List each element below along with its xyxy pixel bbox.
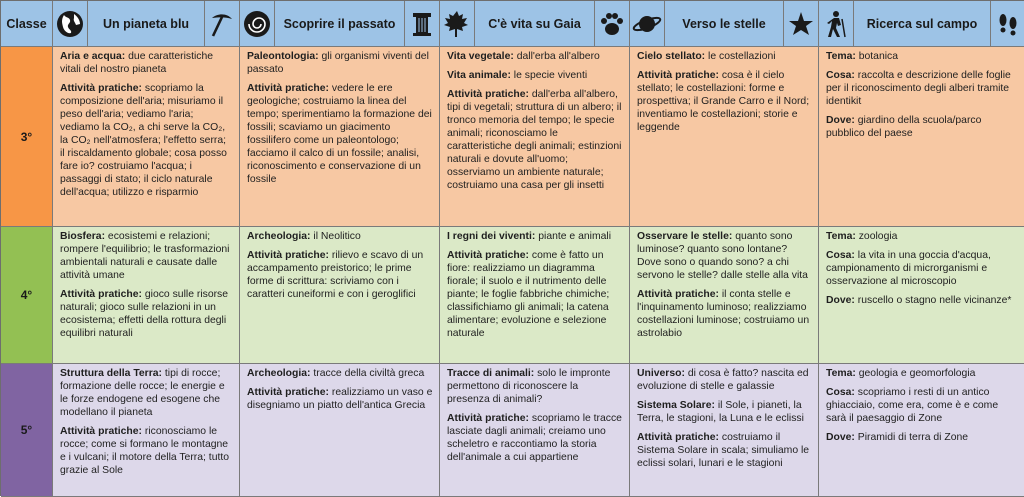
header-col-2-label: Scoprire il passato xyxy=(283,16,396,31)
leaf-icon xyxy=(440,4,474,44)
row-label-text: 3° xyxy=(20,129,33,144)
paragraph-text: il Neolitico xyxy=(310,231,361,242)
header-col-5-label: Ricerca sul campo xyxy=(866,16,978,31)
cell-r2-c3 xyxy=(630,364,819,497)
row-label-3 xyxy=(1,47,53,227)
cell-paragraph xyxy=(447,249,623,340)
cell-paragraph xyxy=(247,230,433,243)
paragraph-heading: Biosfera: xyxy=(60,231,106,242)
paragraph-heading: Attività pratiche: xyxy=(60,426,142,437)
paragraph-heading: Dove: xyxy=(826,115,855,126)
cell-paragraph xyxy=(637,230,812,282)
header-classe xyxy=(1,1,53,47)
paragraph-text: dall'erba all'albero xyxy=(513,51,600,62)
cell-r2-c1 xyxy=(240,364,440,497)
cell-r2-c2 xyxy=(440,364,630,497)
paragraph-heading: Cosa: xyxy=(826,250,855,261)
cell-paragraph xyxy=(447,367,623,406)
cell-paragraph xyxy=(826,50,1019,63)
paragraph-heading: Attività pratiche: xyxy=(447,250,529,261)
paragraph-text: quanto sono luminose? quanto sono lontane? Dove sono o quando sono? a chi servono le stelle? dalle stelle alla vita xyxy=(637,231,808,281)
paragraph-heading: Attività pratiche: xyxy=(247,83,329,94)
paragraph-text: gli organismi viventi del passato xyxy=(247,51,429,75)
paragraph-heading: Dove: xyxy=(826,432,855,443)
column-icon xyxy=(405,4,439,44)
paragraph-heading: Tema: xyxy=(826,231,856,242)
paragraph-text: gioco sulle risorse naturali; gioco sulle relazioni in un ecosistema; effetti della rottura degli equilibri naturali xyxy=(60,289,229,339)
paragraph-heading: Attività pratiche: xyxy=(60,289,142,300)
header-col-3 xyxy=(440,1,630,47)
cell-paragraph xyxy=(247,367,433,380)
header-col-4 xyxy=(630,1,819,47)
paragraph-heading: Tracce di animali: xyxy=(447,368,535,379)
paragraph-heading: Osservare le stelle: xyxy=(637,231,733,242)
header-col-2 xyxy=(240,1,440,47)
paragraph-heading: Struttura della Terra: xyxy=(60,368,163,379)
cell-paragraph xyxy=(826,249,1019,288)
paragraph-text: dall'erba all'albero, tipi di vegetali; struttura di un albero; il tronco memoria del tempo; le specie animali; riconosciamo le caratteristiche degli animali; estinzioni naturali e dovute all'uomo; osserviamo un ambiente naturale; costruiamo una casa per gli insetti xyxy=(447,89,622,191)
cell-paragraph xyxy=(60,82,233,199)
cell-paragraph xyxy=(447,50,623,63)
paw-icon xyxy=(595,4,629,44)
row-label-text: 5° xyxy=(20,423,33,437)
header-col-3-label: C'è vita su Gaia xyxy=(488,16,581,31)
star-icon xyxy=(784,4,818,44)
cell-r1-c1 xyxy=(240,227,440,364)
paragraph-text: tracce della civiltà greca xyxy=(310,368,425,379)
cell-paragraph xyxy=(826,367,1019,380)
paragraph-text: scopriamo i resti di un antico ghiacciaio, come era, come è e come sarà il paesaggio di Zone xyxy=(826,387,999,424)
row-label-text: 4° xyxy=(20,288,33,302)
globe-icon xyxy=(53,4,87,44)
cell-paragraph xyxy=(826,431,1019,444)
paragraph-heading: Attività pratiche: xyxy=(447,89,529,100)
paragraph-heading: I regni dei viventi: xyxy=(447,231,536,242)
paragraph-text: botanica xyxy=(855,51,899,62)
cell-paragraph xyxy=(447,88,623,192)
cell-r0-c0 xyxy=(53,47,240,227)
cell-paragraph xyxy=(826,114,1019,140)
paragraph-text: realizziamo un vaso e disegniamo un piatto dell'antica Grecia xyxy=(247,387,433,411)
paragraph-heading: Cosa: xyxy=(826,70,855,81)
paragraph-heading: Archeologia: xyxy=(247,231,311,242)
paragraph-heading: Vita animale: xyxy=(447,70,511,81)
paragraph-text: cosa è il cielo stellato; le costellazioni: forme e prospettiva; il Grande Carro e il Nord; inventiamo le costellazioni; storie e leggende xyxy=(637,70,810,133)
cell-paragraph xyxy=(60,367,233,419)
paragraph-heading: Cielo stellato: xyxy=(637,51,706,62)
ammonite-icon xyxy=(240,4,274,44)
header-col-5 xyxy=(819,1,1024,47)
cell-r0-c3 xyxy=(630,47,819,227)
paragraph-text: vedere le ere geologiche; costruiamo la linea del tempo; sperimentiamo la formazione dei fossili; scaviamo un giacimento fossilifero come un paleontologo; facciamo il calco di un fossile; analisi, riconoscimento e conservazione di un fossile xyxy=(247,83,432,185)
paragraph-heading: Paleontologia: xyxy=(247,51,319,62)
paragraph-text: scopriamo la composizione dell'aria; misuriamo il peso dell'aria; vediamo l'aria; vediamo la CO₂, a chi serve la CO₂, la CO₂ nell'atmosfera; l'effetto serra; il riscaldamento globale; cosa posso fare io? costruiamo l'acqua; i passaggi di stato; il ciclo naturale dell'acqua; utilizzo e risparmio xyxy=(60,83,227,198)
cell-paragraph xyxy=(826,386,1019,425)
cell-paragraph xyxy=(826,69,1019,108)
cell-paragraph xyxy=(247,249,433,301)
cell-r0-c4 xyxy=(819,47,1024,227)
cell-paragraph xyxy=(826,294,1019,307)
paragraph-text: le specie viventi xyxy=(510,70,588,81)
cell-paragraph xyxy=(60,50,233,76)
cell-paragraph xyxy=(637,367,812,393)
cell-paragraph xyxy=(637,431,812,470)
paragraph-text: piante e animali xyxy=(535,231,612,242)
pickaxe-icon xyxy=(205,4,239,44)
cell-paragraph xyxy=(447,69,623,82)
cell-paragraph xyxy=(60,230,233,282)
paragraph-heading: Sistema Solare: xyxy=(637,400,715,411)
paragraph-text: geologia e geomorfologia xyxy=(855,368,976,379)
cell-r0-c1 xyxy=(240,47,440,227)
cell-paragraph xyxy=(447,412,623,464)
cell-paragraph xyxy=(637,69,812,134)
paragraph-text: ecosistemi e relazioni; rompere l'equilibrio; le trasformazioni ambientali naturali e causate dalle attività umane xyxy=(60,231,230,281)
paragraph-text: il Sole, i pianeti, la Terra, le stagioni, la Luna e le eclissi xyxy=(637,400,804,424)
paragraph-heading: Archeologia: xyxy=(247,368,311,379)
header-col-4-label: Verso le stelle xyxy=(682,16,766,31)
footprints-icon xyxy=(991,4,1024,44)
paragraph-heading: Attività pratiche: xyxy=(637,432,719,443)
cell-paragraph xyxy=(826,230,1019,243)
cell-r1-c3 xyxy=(630,227,819,364)
cell-r1-c2 xyxy=(440,227,630,364)
paragraph-text: giardino della scuola/parco pubblico del paese xyxy=(826,115,982,139)
cell-paragraph xyxy=(60,425,233,477)
paragraph-heading: Attività pratiche: xyxy=(247,387,329,398)
paragraph-heading: Attività pratiche: xyxy=(447,413,529,424)
cell-r2-c4 xyxy=(819,364,1024,497)
paragraph-text: raccolta e descrizione delle foglie per il riconoscimento degli alberi tramite identikit xyxy=(826,70,1011,107)
paragraph-text: la vita in una goccia d'acqua, campionamento di microrganismi e osservazione al microscopio xyxy=(826,250,991,287)
paragraph-text: riconosciamo le rocce; come si formano le montagne e i vulcani; il motore della Terra; tutto grazie al Sole xyxy=(60,426,230,476)
row-label-5 xyxy=(1,364,53,497)
cell-r2-c0 xyxy=(53,364,240,497)
paragraph-text: rilievo e scavo di un accampamento preistorico; le prime forme di scrittura: scriviamo con i caratteri cuneiformi e con i geroglifici xyxy=(247,250,424,300)
cell-paragraph xyxy=(247,50,433,76)
hiker-icon xyxy=(819,4,853,44)
paragraph-text: scopriamo le tracce lasciate dagli animali; creiamo uno scheletro e raccontiamo la storia dell'animale a cui appartiene xyxy=(447,413,622,463)
paragraph-heading: Cosa: xyxy=(826,387,855,398)
cell-paragraph xyxy=(247,82,433,186)
header-col-1-label: Un pianeta blu xyxy=(102,16,190,31)
paragraph-heading: Universo: xyxy=(637,368,685,379)
planet-icon xyxy=(630,4,664,44)
cell-paragraph xyxy=(637,399,812,425)
paragraph-text: due caratteristiche vitali del nostro pianeta xyxy=(60,51,214,75)
cell-paragraph xyxy=(247,386,433,412)
cell-paragraph xyxy=(637,288,812,340)
paragraph-heading: Dove: xyxy=(826,295,855,306)
paragraph-heading: Tema: xyxy=(826,51,856,62)
cell-r1-c4 xyxy=(819,227,1024,364)
cell-paragraph xyxy=(637,50,812,63)
row-label-4 xyxy=(1,227,53,364)
cell-r0-c2 xyxy=(440,47,630,227)
paragraph-heading: Vita vegetale: xyxy=(447,51,514,62)
paragraph-heading: Attività pratiche: xyxy=(60,83,142,94)
paragraph-text: di cosa è fatto? nascita ed evoluzione di stelle e galassie xyxy=(637,368,809,392)
cell-paragraph xyxy=(447,230,623,243)
paragraph-heading: Attività pratiche: xyxy=(637,70,719,81)
paragraph-text: tipi di rocce; formazione delle rocce; le energie e le forze endogene ed esogene che modellano il pianeta xyxy=(60,368,225,418)
paragraph-heading: Aria e acqua: xyxy=(60,51,126,62)
paragraph-text: il conta stelle e l'inquinamento luminoso; realizziamo costellazioni luminose; costruiamo un astrolabio xyxy=(637,289,810,339)
paragraph-text: zoologia xyxy=(855,231,898,242)
cell-r1-c0 xyxy=(53,227,240,364)
paragraph-text: Piramidi di terra di Zone xyxy=(854,432,969,443)
paragraph-heading: Attività pratiche: xyxy=(247,250,329,261)
paragraph-text: solo le impronte permettono di riconoscere la presenza di animali? xyxy=(447,368,611,405)
header-col-1 xyxy=(53,1,240,47)
paragraph-heading: Tema: xyxy=(826,368,856,379)
paragraph-heading: Attività pratiche: xyxy=(637,289,719,300)
paragraph-text: costruiamo il Sistema Solare in scala; simuliamo le eclissi solari, lunari e le stagioni xyxy=(637,432,810,469)
header-classe-label: Classe xyxy=(6,16,47,31)
cell-paragraph xyxy=(60,288,233,340)
paragraph-text: le costellazioni xyxy=(705,51,776,62)
paragraph-text: come è fatto un fiore: realizziamo un diagramma fiorale; il suolo e il nutrimento delle piante; le foglie fabbriche chimiche; classifichiamo gli animali; la catena alimentare; evoluzione e selezione naturale xyxy=(447,250,610,339)
paragraph-text: ruscello o stagno nelle vicinanze* xyxy=(854,295,1012,306)
